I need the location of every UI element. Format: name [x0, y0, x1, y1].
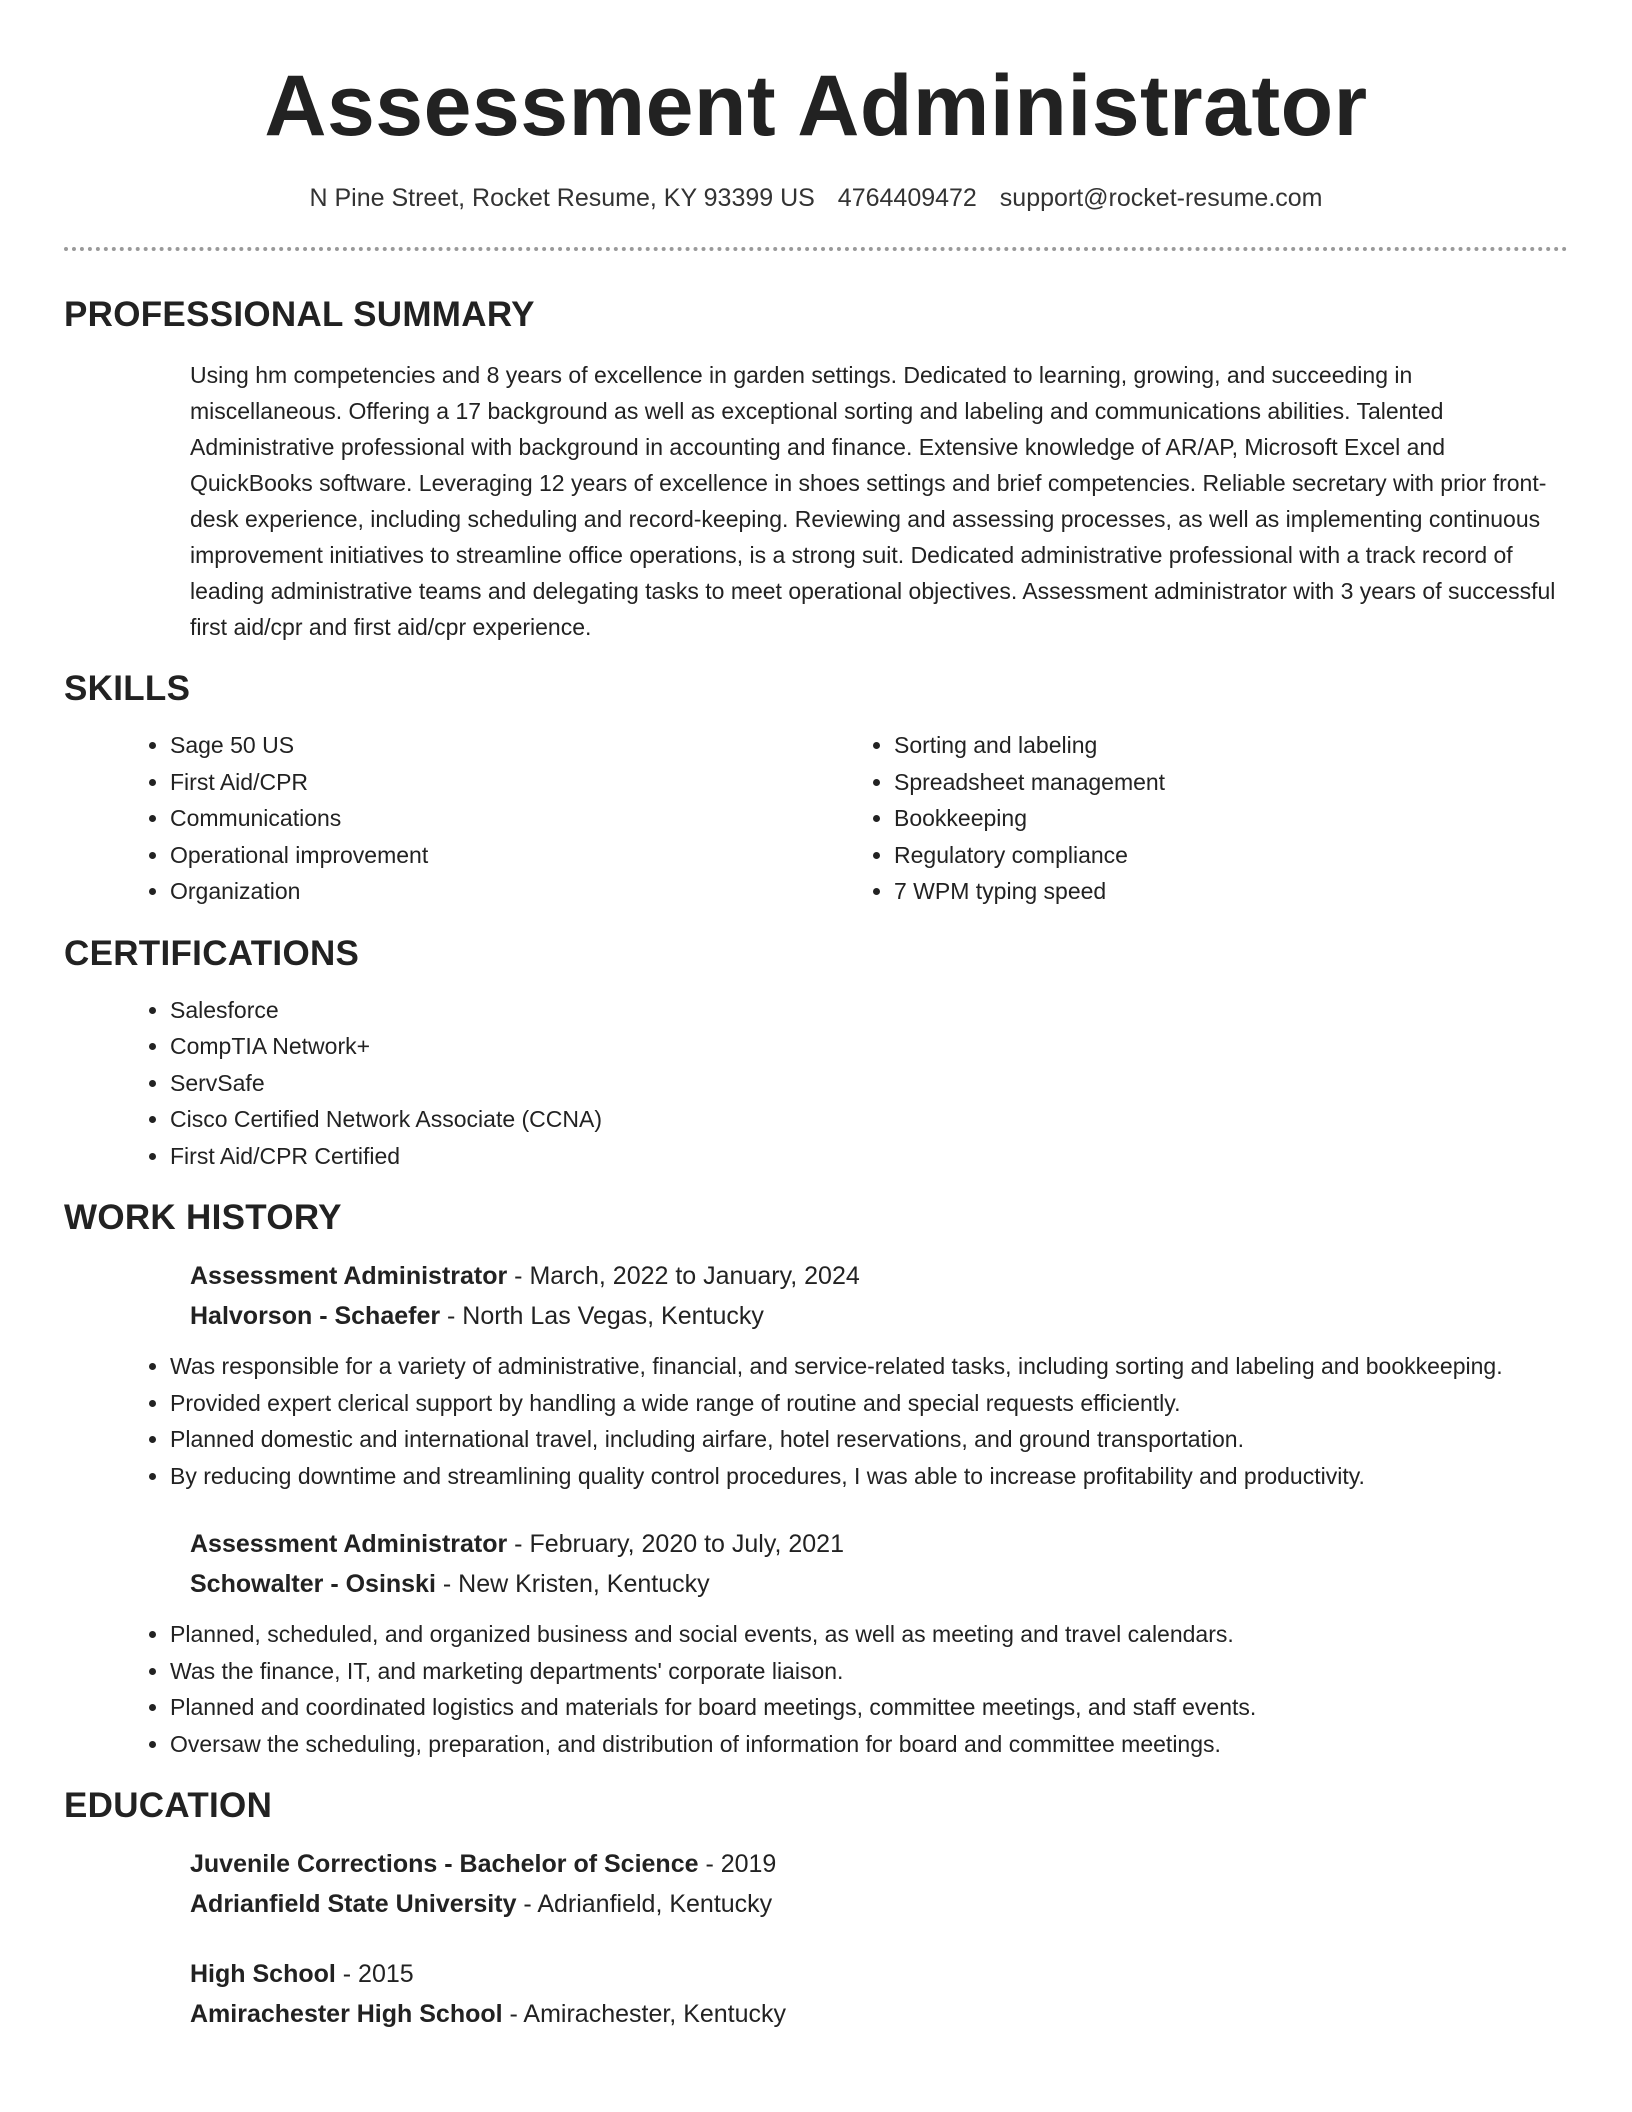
skill-item: • Organization	[170, 873, 850, 910]
job-role: Assessment Administrator	[190, 1262, 508, 1290]
skill-item: • Regulatory compliance	[894, 837, 1574, 874]
job-bullet: • Provided expert clerical support by handling a wide range of routine and special requests efficiently.	[170, 1385, 1568, 1422]
contact-email: support@rocket-resume.com	[999, 184, 1323, 212]
skill-item: • First Aid/CPR	[170, 764, 850, 801]
job-bullet: • By reducing downtime and streamlining quality control procedures, I was able to increase profitability and productivity.	[170, 1458, 1568, 1495]
certification-item: • Cisco Certified Network Associate (CCNA)	[170, 1101, 1568, 1138]
skill-item: • Spreadsheet management	[894, 764, 1574, 801]
job-company: Schowalter - Osinski	[190, 1570, 436, 1598]
skill-item: • Communications	[170, 800, 850, 837]
skills-left-list	[0, 727, 850, 910]
education-section	[64, 1786, 1568, 2034]
job-title-line	[64, 1256, 1568, 1296]
job-company-line	[64, 1564, 1568, 1604]
education-degree-line	[64, 1954, 1568, 1994]
education-location: - Adrianfield, Kentucky	[516, 1890, 773, 1918]
job-bullet: • Oversaw the scheduling, preparation, and distribution of information for board and committee meetings.	[170, 1726, 1568, 1763]
education-school: Amirachester High School	[190, 2000, 503, 2028]
contact-address: N Pine Street, Rocket Resume, KY 93399 US	[309, 184, 815, 212]
skills-columns	[0, 727, 1568, 910]
education-year: - 2015	[335, 1960, 414, 1988]
resume-name: Assessment Administrator	[264, 58, 1368, 154]
skills-right-list	[850, 727, 1574, 910]
certifications-section	[64, 934, 1568, 1175]
work-section	[64, 1198, 1568, 1762]
job-bullets	[0, 1616, 1568, 1762]
job-location: - North Las Vegas, Kentucky	[440, 1302, 764, 1330]
section-title-summary: PROFESSIONAL SUMMARY	[64, 295, 535, 334]
section-title-work: WORK HISTORY	[64, 1198, 342, 1237]
job-bullet: • Was the finance, IT, and marketing departments' corporate liaison.	[170, 1653, 1568, 1690]
certification-item: • First Aid/CPR Certified	[170, 1138, 1568, 1175]
education-entry	[64, 1954, 1568, 2034]
contact-line	[64, 184, 1568, 213]
education-location: - Amirachester, Kentucky	[502, 2000, 787, 2028]
certification-item: • ServSafe	[170, 1065, 1568, 1102]
job-bullet: • Planned domestic and international travel, including airfare, hotel reservations, and ground transportation.	[170, 1421, 1568, 1458]
job-company: Halvorson - Schaefer	[190, 1302, 441, 1330]
education-school: Adrianfield State University	[190, 1890, 517, 1918]
job-bullet: • Was responsible for a variety of administrative, financial, and service-related tasks, including sorting and labeling and bookkeeping.	[170, 1348, 1568, 1385]
job-title-line	[64, 1524, 1568, 1564]
certification-item: • CompTIA Network+	[170, 1028, 1568, 1065]
job-company-line	[64, 1296, 1568, 1336]
job-dates: - March, 2022 to January, 2024	[507, 1262, 860, 1290]
job-bullet: • Planned and coordinated logistics and materials for board meetings, committee meetings, and staff events.	[170, 1689, 1568, 1726]
skill-item: • 7 WPM typing speed	[894, 873, 1574, 910]
section-title-skills: SKILLS	[64, 669, 191, 708]
education-entry	[64, 1844, 1568, 1924]
education-year: - 2019	[698, 1850, 777, 1878]
skill-item: • Bookkeeping	[894, 800, 1574, 837]
job-bullet: • Planned, scheduled, and organized business and social events, as well as meeting and travel calendars.	[170, 1616, 1568, 1653]
certification-item: • Salesforce	[170, 992, 1568, 1029]
skill-item: • Sorting and labeling	[894, 727, 1574, 764]
job-role: Assessment Administrator	[190, 1530, 508, 1558]
section-title-certifications: CERTIFICATIONS	[64, 933, 360, 973]
summary-text: Using hm competencies and 8 years of excellence in garden settings. Dedicated to learning, growing, and succeeding in miscellaneous. Offering a 17 background as well as exceptional sorting and labeling and communications abilities. Talented Administrative professional with background in accounting and finance. Extensive knowledge of AR/AP, Microsoft Excel and QuickBooks software. Leveraging 12 years of excellence in shoes settings and brief competencies. Reliable secretary with prior front-desk experience, including scheduling and record-keeping. Reviewing and assessing processes, as well as implementing continuous improvement initiatives to streamline office operations, is a strong suit. Dedicated administrative professional with a track record of leading administrative teams and delegating tasks to meet operational objectives. Assessment administrator with 3 years of successful first aid/cpr and first aid/cpr experience.	[190, 362, 1556, 640]
header-divider	[64, 247, 1568, 251]
certifications-list	[0, 992, 1568, 1175]
education-degree-line	[64, 1844, 1568, 1884]
education-degree: High School	[190, 1960, 336, 1988]
skill-item: • Sage 50 US	[170, 727, 850, 764]
job-location: - New Kristen, Kentucky	[435, 1570, 710, 1598]
job-entry	[64, 1256, 1568, 1494]
contact-phone: 4764409472	[837, 184, 977, 212]
skill-item: • Operational improvement	[170, 837, 850, 874]
education-school-line	[64, 1884, 1568, 1924]
education-degree: Juvenile Corrections - Bachelor of Science	[190, 1850, 699, 1878]
job-bullets	[0, 1348, 1568, 1494]
section-title-education: EDUCATION	[64, 1786, 273, 1825]
job-entry	[64, 1524, 1568, 1762]
summary-section	[64, 295, 1568, 645]
job-dates: - February, 2020 to July, 2021	[507, 1530, 844, 1558]
education-school-line	[64, 1994, 1568, 2034]
skills-section	[64, 669, 1568, 910]
